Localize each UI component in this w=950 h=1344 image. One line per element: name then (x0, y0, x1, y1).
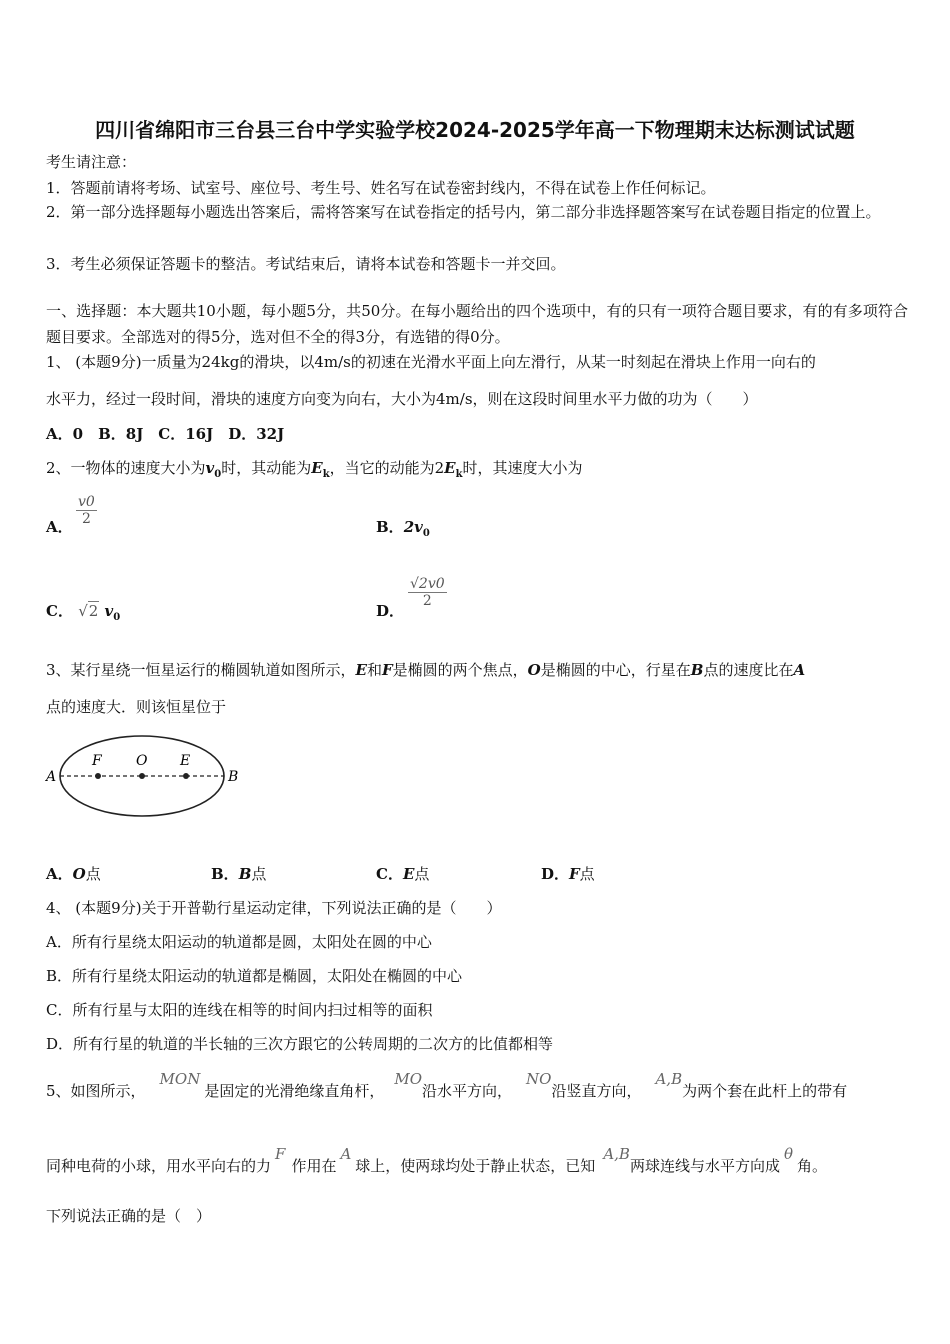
q2-option-c: C． √2 $v_0$ (46, 602, 121, 623)
focus-e-point (183, 773, 189, 779)
q3-option-b: B．B点 (211, 865, 267, 883)
q1-stem-line1: 1、 (本题9分)一质量为24kg的滑块，以4m/s的初速在光滑水平面上向左滑行，从某一时刻起在滑块上作用一向右的 (46, 353, 816, 371)
q3-option-a: A．O点 (46, 865, 101, 883)
q5-stem-line1: 5、如图所示，MON是固定的光滑绝缘直角杆，MO沿水平方向，NO沿竖直方向，A,B为两个套在此杆上的带有 (46, 1070, 848, 1100)
label-a: A (46, 769, 57, 785)
q1-options: A．0 B．8J C．16J D．32J (46, 425, 285, 443)
notice-item-2: 2．第一部分选择题每小题选出答案后，需将答案写在试卷指定的括号内，第二部分非选择题答案写在试卷题目指定的位置上。 (46, 203, 881, 221)
center-o-point (139, 773, 145, 779)
q3-stem-line1: 3、某行星绕一恒星运行的椭圆轨道如图所示，E和F是椭圆的两个焦点，O是椭圆的中心，行星在B点的速度比在A (46, 661, 806, 679)
q2-option-d: D． (376, 602, 405, 620)
q4-option-c: C．所有行星与太阳的连线在相等的时间内扫过相等的面积 (46, 1001, 433, 1019)
label-o: O (136, 753, 148, 769)
notice-item-3: 3．考生必须保证答题卡的整洁。考试结束后，请将本试卷和答题卡一并交回。 (46, 255, 566, 273)
q4-option-d: D．所有行星的轨道的半长轴的三次方跟它的公转周期的二次方的比值都相等 (46, 1035, 554, 1053)
q1-stem-line2: 水平力，经过一段时间，滑块的速度方向变为向右，大小为4m/s，则在这段时间里水平力做的功为（ ） (46, 390, 758, 408)
q5-stem-line2: 同种电荷的小球，用水平向右的力F作用在A球上，使两球均处于静止状态，已知A,B两球连线与水平方向成θ角。 (46, 1145, 827, 1175)
q2-stem: 2、一物体的速度大小为$v_0$时，其动能为$E_k$，当它的动能为$2E_k$时，其速度大小为 (46, 459, 583, 480)
notice-item-1: 1．答题前请将考场、试室号、座位号、考生号、姓名写在试卷密封线内，不得在试卷上作任何标记。 (46, 179, 716, 197)
q2-option-a: A． (46, 518, 73, 536)
q2-option-b: B．$2v_0$ (376, 518, 430, 539)
q4-stem: 4、 (本题9分)关于开普勒行星运动定律，下列说法正确的是（ ） (46, 899, 502, 917)
page-title: 四川省绵阳市三台县三台中学实验学校2024-2025学年高一下物理期末达标测试试题 (95, 118, 855, 142)
label-f: F (92, 753, 102, 769)
q3-ellipse-figure (44, 735, 244, 825)
q2-option-d-fraction: $\frac{√2v0}{2}$ (410, 576, 445, 609)
q3-option-d: D．F点 (541, 865, 595, 883)
q5-stem-line3: 下列说法正确的是（ ） (46, 1207, 212, 1225)
section-intro: 一、选择题：本大题共10小题，每小题5分，共50分。在每小题给出的四个选项中，有的只有一项符合题目要求，有的有多项符合题目要求。全部选对的得5分，选对但不全的得3分，有选错的得0分。 (46, 302, 908, 346)
q3-stem-line2: 点的速度大．则该恒星位于 (46, 698, 227, 716)
q2-option-a-fraction: $\frac{v0}{2}$ (78, 494, 95, 527)
q4-option-a: A．所有行星绕太阳运动的轨道都是圆，太阳处在圆的中心 (46, 933, 432, 951)
label-e: E (180, 753, 191, 769)
label-b: B (228, 769, 239, 785)
q3-option-c: C．E点 (376, 865, 430, 883)
focus-f-point (95, 773, 101, 779)
q4-option-b: B．所有行星绕太阳运动的轨道都是椭圆，太阳处在椭圆的中心 (46, 967, 463, 985)
notice-heading: 考生请注意： (46, 153, 137, 171)
